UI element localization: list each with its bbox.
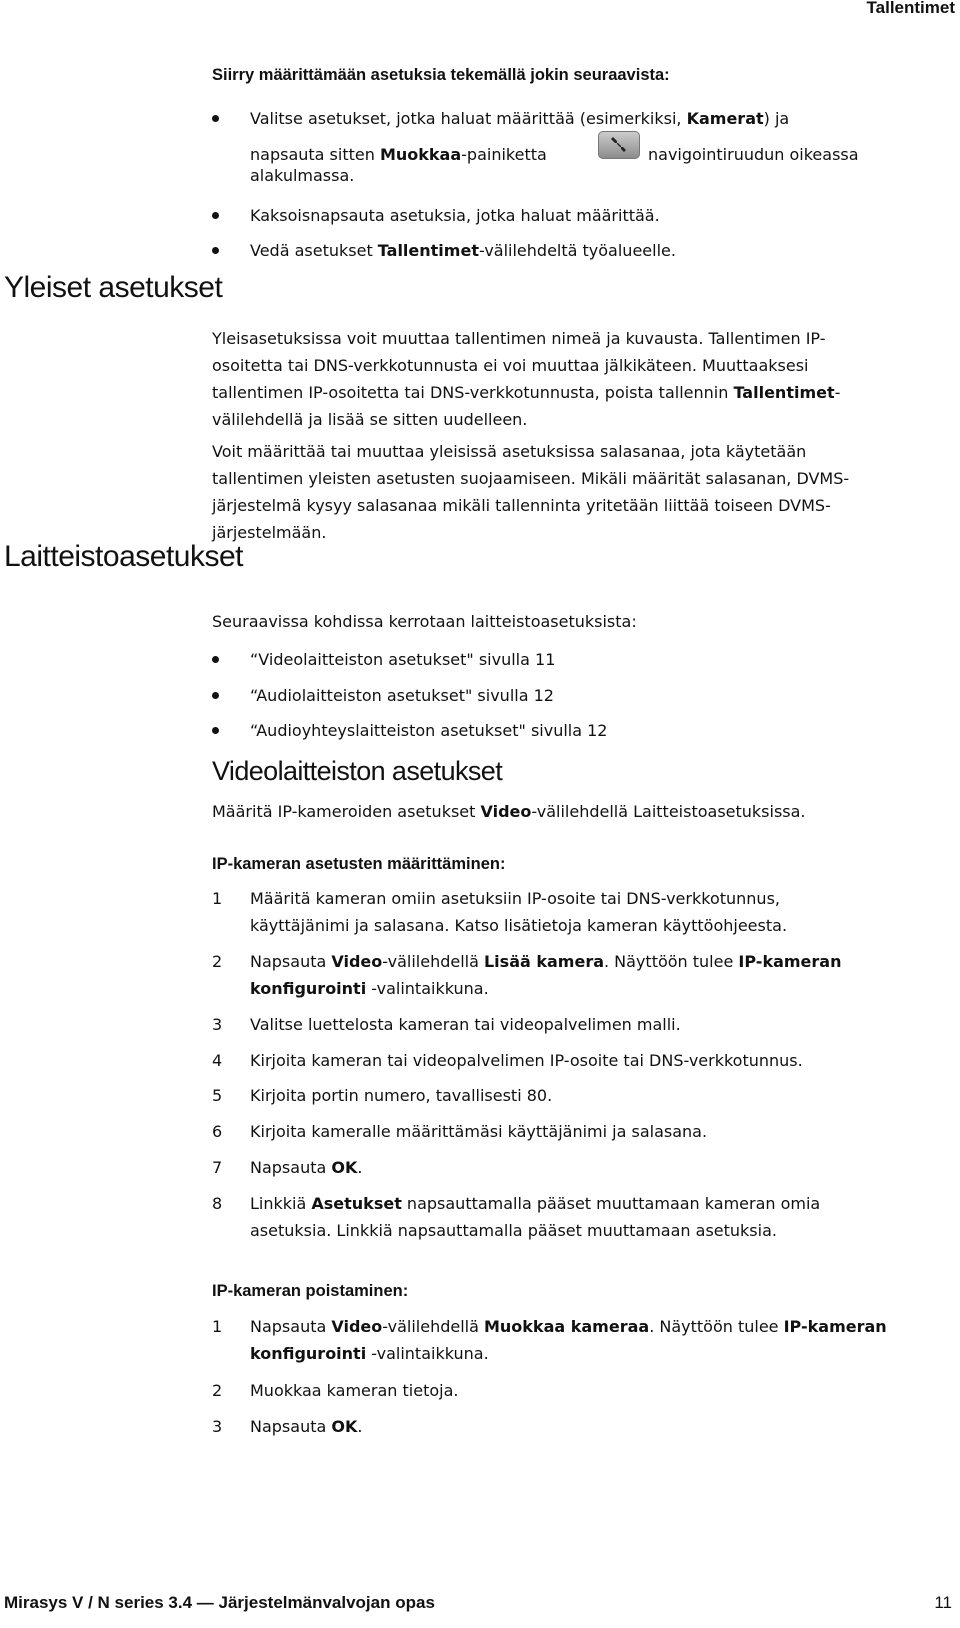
- remove-heading: IP-kameran poistaminen:: [212, 1282, 409, 1300]
- intro-bullet-1-end: alakulmassa.: [250, 166, 355, 185]
- hardware-intro: Seuraavissa kohdissa kerrotaan laitteistoasetuksista:: [212, 612, 637, 631]
- step-number: 3: [212, 1015, 223, 1034]
- config-step-5: Kirjoita portin numero, tavallisesti 80.: [250, 1086, 553, 1105]
- step-number: 1: [212, 889, 223, 908]
- intro-bullet-1: Valitse asetukset, jotka haluat määrittää (esimerkiksi, Kamerat) ja: [250, 109, 790, 128]
- step-number: 3: [212, 1417, 223, 1436]
- bullet: [212, 727, 219, 734]
- hardware-link-video[interactable]: “Videolaitteiston asetukset" sivulla 11: [250, 650, 556, 669]
- config-step-3: Valitse luettelosta kameran tai videopalvelimen malli.: [250, 1015, 681, 1034]
- bullet: [212, 247, 219, 254]
- config-step-4: Kirjoita kameran tai videopalvelimen IP-osoite tai DNS-verkkotunnus.: [250, 1051, 803, 1070]
- footer-title: Mirasys V / N series 3.4 — Järjestelmänvalvojan opas: [4, 1593, 435, 1612]
- config-heading: IP-kameran asetusten määrittäminen:: [212, 855, 506, 873]
- intro-bullet-2: Kaksoisnapsauta asetuksia, jotka haluat määrittää.: [250, 206, 660, 225]
- bullet: [212, 212, 219, 219]
- video-intro: Määritä IP-kameroiden asetukset Video-välilehdellä Laitteistoasetuksissa.: [212, 802, 806, 821]
- step-number: 2: [212, 1381, 223, 1400]
- intro-heading: Siirry määrittämään asetuksia tekemällä jokin seuraavista:: [212, 66, 670, 84]
- config-step-7: Napsauta OK.: [250, 1158, 363, 1177]
- step-number: 2: [212, 952, 223, 971]
- step-number: 6: [212, 1122, 223, 1141]
- step-number: 4: [212, 1051, 223, 1070]
- remove-step-1: Napsauta Video-välilehdellä Muokkaa kameraa. Näyttöön tulee IP-kameran konfigurointi -valintaikkuna.: [250, 1317, 887, 1363]
- config-step-6: Kirjoita kameralle määrittämäsi käyttäjänimi ja salasana.: [250, 1122, 708, 1141]
- remove-step-2: Muokkaa kameran tietoja.: [250, 1381, 459, 1400]
- config-step-1: Määritä kameran omiin asetuksiin IP-osoite tai DNS-verkkotunnus, käyttäjänimi ja salasana. Katso lisätietoja kameran käyttöohjeesta.: [250, 889, 788, 935]
- general-paragraph-1: Yleisasetuksissa voit muuttaa tallentimen nimeä ja kuvausta. Tallentimen IP- osoitetta tai DNS-verkkotunnusta ei voi muuttaa jälkikäteen. Muuttaaksesi tallentimen IP-osoitetta tai DNS-verkkotunnusta, poista tallennin Tallentimet- välilehdellä ja lisää se sitten uudelleen.: [212, 329, 841, 429]
- step-number: 7: [212, 1158, 223, 1177]
- general-paragraph-2: Voit määrittää tai muuttaa yleisissä asetuksissa salasanaa, jota käytetään tallentimen yleisten asetusten suojaamiseen. Mikäli määrität salasanan, DVMS- järjestelmä kysyy salasanaa mikäli tallenninta yritetään liittää toiseen DVMS- järjestelmään.: [212, 442, 850, 542]
- config-step-2: Napsauta Video-välilehdellä Lisää kamera. Näyttöön tulee IP-kameran konfigurointi -valintaikkuna.: [250, 952, 842, 998]
- wrench-edit-icon: [598, 131, 640, 159]
- intro-bullet-1-cont: napsauta sitten Muokkaa-painiketta: [250, 145, 547, 164]
- chapter-header: Tallentimet: [866, 0, 955, 17]
- intro-bullet-3: Vedä asetukset Tallentimet-välilehdeltä työalueelle.: [250, 241, 676, 260]
- hardware-link-audio-io[interactable]: “Audioyhteyslaitteiston asetukset" sivulla 12: [250, 721, 608, 740]
- step-number: 1: [212, 1317, 223, 1336]
- bullet: [212, 692, 219, 699]
- intro-bullet-1-tail: navigointiruudun oikeassa: [648, 145, 859, 164]
- bullet: [212, 656, 219, 663]
- side-heading-general: Yleiset asetukset: [4, 271, 223, 304]
- step-number: 8: [212, 1194, 223, 1213]
- bullet: [212, 115, 219, 122]
- page-number: 11: [934, 1593, 952, 1612]
- side-heading-hardware: Laitteistoasetukset: [4, 540, 243, 573]
- remove-step-3: Napsauta OK.: [250, 1417, 363, 1436]
- step-number: 5: [212, 1086, 223, 1105]
- hardware-link-audio[interactable]: “Audiolaitteiston asetukset" sivulla 12: [250, 686, 554, 705]
- config-step-8: Linkkiä Asetukset napsauttamalla pääset muuttamaan kameran omia asetuksia. Linkkiä napsauttamalla pääset muuttamaan asetuksia.: [250, 1194, 821, 1240]
- section-heading-video: Videolaitteiston asetukset: [212, 756, 503, 786]
